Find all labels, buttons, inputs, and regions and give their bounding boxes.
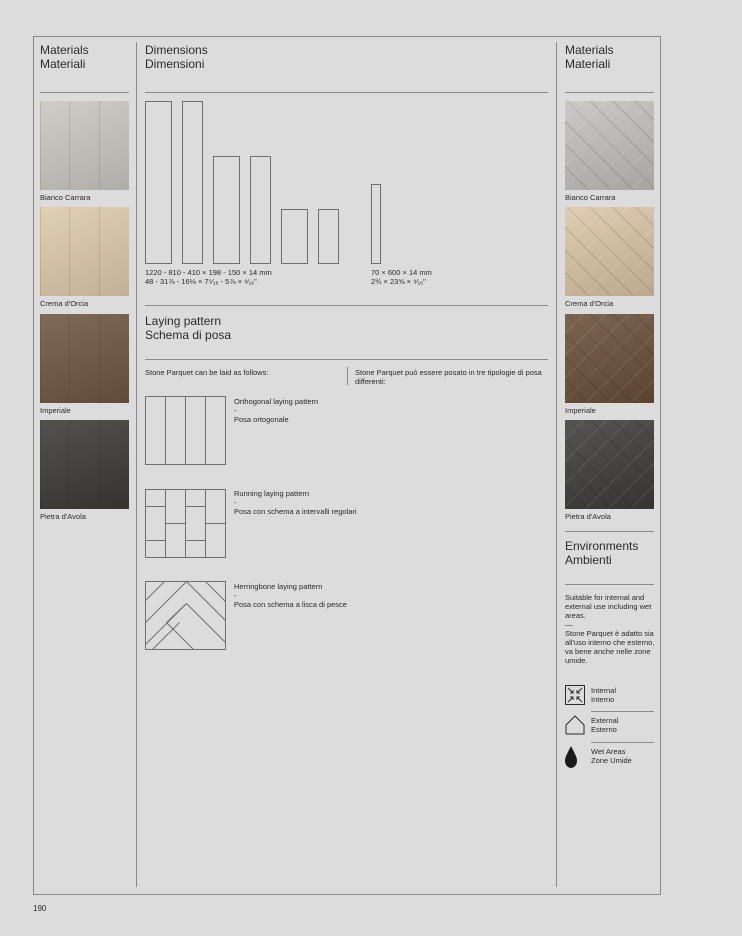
dimensions-text-small: 70 × 600 × 14 mm 2¾ × 23⅝ × ⁹⁄₁₆" [371,268,432,286]
left-swatch-label-0: Bianco Carrara [40,193,91,202]
internal-icon [566,686,585,705]
left-swatch-label-1: Crema d'Orcia [40,299,89,308]
env-wet-label: Wet Areas Zone Umide [591,747,632,765]
env-external-label: External Esterno [591,716,619,734]
laying-title: Laying pattern Schema di posa [145,314,232,342]
right-swatch-label-3: Pietra d'Avola [565,512,611,521]
laying-intro-en: Stone Parquet can be laid as follows: [145,368,269,377]
pattern-orthogonal-text: Orthogonal laying pattern - Posa ortogonale [234,397,319,424]
dimensions-title: Dimensions Dimensioni [145,43,208,71]
laying-intro-it: Stone Parquet può essere posato in tre tipologie di posa differenti: [355,368,542,386]
environments-text: Suitable for internal and external use including wet areas. — Stone Parquet è adatto sia all'uso interno che esterno, va bene anche nelle zone umide. [565,593,655,665]
environments-title: Environments Ambienti [565,539,639,567]
right-swatch-label-1: Crema d'Orcia [565,299,614,308]
right-swatch-label-0: Bianco Carrara [565,193,616,202]
right-swatch-label-2: Imperiale [565,406,596,415]
external-icon [566,716,584,734]
wet-areas-icon [565,746,577,768]
right-materials-title: Materials Materiali [565,43,614,71]
dimensions-text: 1220 - 810 - 410 × 198 - 150 × 14 mm 48 - 31⅞ - 16⅛ × 7⁵⁄₁₆ - 5⅞ × ⁹⁄₁₆" [145,268,272,286]
page-number: 190 [33,904,47,913]
left-swatch-label-2: Imperiale [40,406,71,415]
left-materials-title: Materials Materiali [40,43,89,71]
pattern-running-text: Running laying pattern - Posa con schema a intervalli regolari [234,489,357,516]
env-internal-label: Internal Interno [591,686,617,704]
pattern-herringbone-text: Herringbone laying pattern - Posa con schema a lisca di pesce [234,582,347,609]
left-swatch-label-3: Pietra d'Avola [40,512,86,521]
